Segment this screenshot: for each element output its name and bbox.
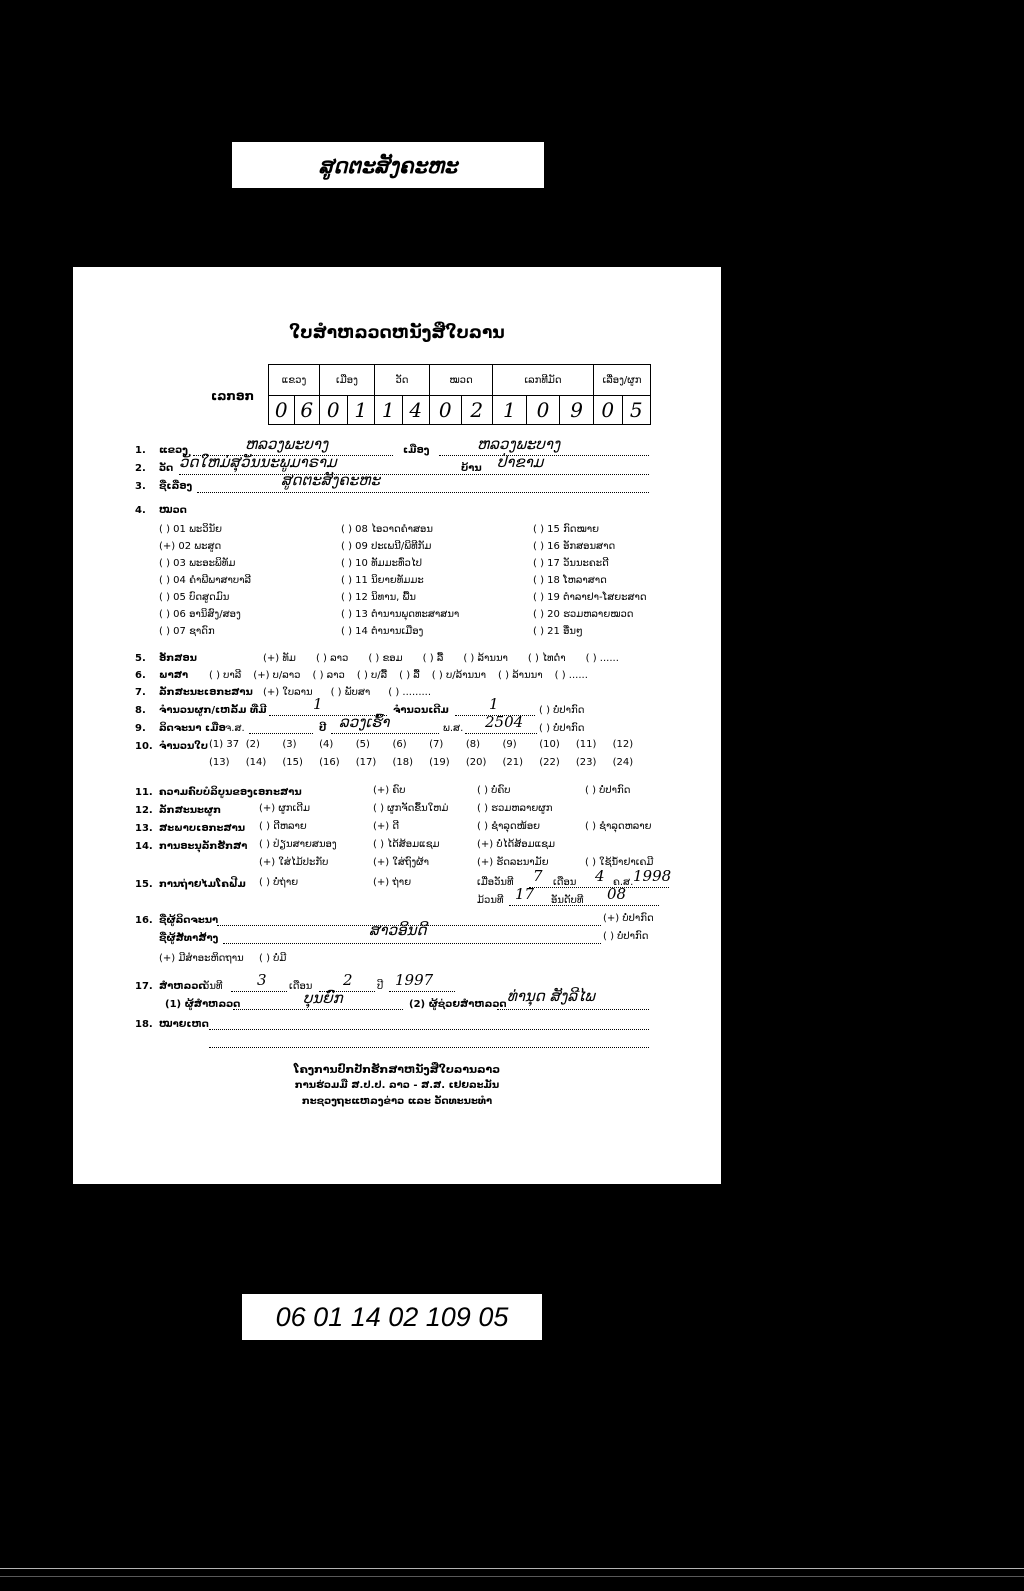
document-title-label: ສູດຕະສັງຄະຫະ <box>232 142 544 188</box>
category-item: ( ) 01 ພະວິນັຍ <box>159 524 223 535</box>
category-item: ( ) 14 ຕຳນານເມືອງ <box>341 626 424 637</box>
leaf-count-label: ຈຳນວນໃບ <box>159 741 209 752</box>
microfilm-option: ( ) ບໍ່ຖ່າຍ <box>259 877 299 888</box>
conservation-option: ( ) ໄດ້ສ້ອມແຊມ <box>373 839 440 850</box>
leaf-cell: (14) <box>245 757 267 768</box>
leaf-cell: (7) <box>429 739 444 750</box>
survey-month-label: ເດືອນ <box>289 981 313 992</box>
conservation-option: (+) ໃສ່ໄມ້ປະກັບ <box>259 857 329 868</box>
province-label: ແຂວງ <box>159 445 188 456</box>
row-number: 6. <box>135 670 146 681</box>
conservation-label: ການອະນຸລັກຮັກສາ <box>159 841 248 852</box>
leaf-cell: (19) <box>429 757 450 768</box>
roll-value: 17 <box>515 885 535 903</box>
original-count-value: 1 <box>489 695 499 713</box>
conservation-option: (+) ບໍ່ໄດ້ສ້ອມແຊມ <box>477 839 556 850</box>
language-label: ພາສາ <box>159 670 189 681</box>
microfilm-label: ການຖ່າຍໄມໂຄຟີມ <box>159 879 246 890</box>
category-item: ( ) 10 ທັມມະທົ່ວໄປ <box>341 558 423 569</box>
donor-value: ສາວອິນດີ <box>369 921 427 939</box>
assistant-value: ທ່ານຸດ ສັງລີໄພ <box>507 987 595 1005</box>
code-digit: 2 <box>461 396 493 425</box>
row-number: 13. <box>135 823 153 834</box>
category-item: ( ) 13 ຕຳນານພຸດທະສາສນາ <box>341 609 460 620</box>
fascicle-type-option: ( ) ຮວມຫລາຍຜູກ <box>477 803 553 814</box>
script-option: ( ) ຂອມ <box>368 653 403 664</box>
not-shown-option: ( ) ບໍ່ປາກົດ <box>603 931 649 942</box>
code-digit: 1 <box>493 396 527 425</box>
scan-edge-line <box>0 1576 1024 1577</box>
code-header: ແຂວງ <box>269 365 320 396</box>
language-option: ( ) ບ/ລື້ <box>356 670 388 681</box>
donor-label: ຊື່ຜູ້ສັທາສ້າງ <box>159 933 219 944</box>
code-header: ເມືອງ <box>320 365 375 396</box>
leaf-count-row-2 <box>209 757 649 768</box>
code-header: ເລກທີມັດ <box>493 365 594 396</box>
dotted-line <box>509 893 659 906</box>
row-number: 8. <box>135 705 146 716</box>
script-option: ( ) ໄທດຳ <box>527 653 566 664</box>
dotted-line <box>249 721 313 734</box>
row-number: 5. <box>135 653 146 664</box>
category-label: ໝວດ <box>159 505 187 516</box>
category-item: ( ) 19 ຕຳລາຢາ-ໂສຍະສາດ <box>533 592 647 603</box>
not-shown-option: ( ) ບໍ່ປາກົດ <box>539 723 585 734</box>
category-item: ( ) 03 ພະອະພິທັມ <box>159 558 236 569</box>
language-option: ( ) ລື້ <box>399 670 420 681</box>
category-item: ( ) 20 ຮວມຫລາຍໝວດ <box>533 609 634 620</box>
completeness-option: ( ) ບໍ່ປາກົດ <box>585 785 631 796</box>
code-table <box>268 364 651 425</box>
category-item: ( ) 21 ອື່ນໆ <box>533 626 583 637</box>
ministry-line: ກະຊວງຖະແຫລງຂ່າວ ແລະ ວັດທະນະທຳ <box>301 1096 493 1107</box>
dotted-line <box>209 1035 649 1048</box>
row-number: 1. <box>135 445 146 456</box>
code-digit: 9 <box>560 396 594 425</box>
leaf-cell: (4) <box>319 739 334 750</box>
not-shown-option: (+) ບໍ່ປາກົດ <box>603 913 654 924</box>
doc-number-label: ເລກອກ <box>211 389 255 403</box>
condition-option: ( ) ຊຳລຸດຫລາຍ <box>585 821 652 832</box>
script-option: ( ) ລາວ <box>315 653 349 664</box>
language-options <box>209 670 588 681</box>
dotted-line <box>529 875 669 888</box>
conservation-option: ( ) ໃຊ້ນ້ຳຢາເຄມີ <box>585 857 654 868</box>
leaf-cell: (15) <box>282 757 303 768</box>
category-col-1 <box>159 521 251 640</box>
title-label: ຊື່ເລື່ອງ <box>159 481 193 492</box>
surveyor-label: (1) ຜູ້ສຳຫລວດ <box>165 999 241 1010</box>
language-option: ( ) ລາວ <box>312 670 345 681</box>
code-digit: 0 <box>269 396 295 425</box>
microfilm-month-label: ເດືອນ <box>553 877 577 888</box>
row-number: 15. <box>135 879 153 890</box>
conservation-option: (+) ຮັດລະນາມັຍ <box>477 857 549 868</box>
script-option: ( ) ລ້ານນາ <box>463 653 508 664</box>
leaf-cell: (8) <box>465 739 480 750</box>
script-option: (+) ທັມ <box>263 653 296 664</box>
microfilm-day: 7 <box>533 867 543 885</box>
fascicle-count-value: 1 <box>313 695 323 713</box>
cooperation-line: ການຮ່ວມມື ສ.ປ.ປ. ລາວ - ສ.ສ. ເຢຍລະມັນ <box>294 1080 500 1091</box>
code-digit: 4 <box>402 396 430 425</box>
microfilm-date-label: ເມື່ອວັນທີ <box>477 877 514 888</box>
row-number: 14. <box>135 841 153 852</box>
leaf-cell: (16) <box>319 757 340 768</box>
leaf-cell: (20) <box>465 757 487 768</box>
completeness-option: ( ) ບໍ່ຄົບ <box>477 785 511 796</box>
survey-year: 1997 <box>395 971 434 989</box>
microfilm-month: 4 <box>595 867 605 885</box>
microfilm-year-label: ຄ.ສ. <box>613 877 634 888</box>
row-number: 3. <box>135 481 146 492</box>
leaf-cell: (1) 37 <box>209 739 240 750</box>
frame-label: ອັນດັບທີ <box>551 895 584 906</box>
script-option: ( ) ລື້ <box>422 653 444 664</box>
code-header: ເລື່ອງ/ຜູກ <box>594 365 651 396</box>
frame-value: 08 <box>607 885 627 903</box>
row-number: 9. <box>135 723 146 734</box>
temple-label: ວັດ <box>159 463 174 474</box>
condition-option: ( ) ຊຳລຸດໜ້ອຍ <box>477 821 541 832</box>
province-value: ຫລວງພະບາງ <box>245 435 329 453</box>
leaf-cell: (18) <box>392 757 413 768</box>
be-value: 2504 <box>485 713 524 731</box>
remarks-label: ໝາຍເຫດ <box>159 1019 209 1030</box>
code-digit: 5 <box>622 396 651 425</box>
category-item: ( ) 12 ນິທານ, ພື້ນ <box>341 592 416 603</box>
village-label: ບ້ານ <box>461 463 482 474</box>
category-item: ( ) 08 ໄອວາດຄຳສອນ <box>341 524 433 535</box>
category-item: ( ) 16 ອັກສອນສາດ <box>533 541 616 552</box>
row-number: 2. <box>135 463 146 474</box>
survey-month: 2 <box>343 971 353 989</box>
row-number: 16. <box>135 915 153 926</box>
script-options <box>263 653 619 664</box>
code-header: ໝວດ <box>430 365 493 396</box>
district-value: ຫລວງພະບາງ <box>477 435 561 453</box>
temple-value: ວັດໃຫມ່ສຸວັນນະພູມາຣາມ <box>179 453 337 471</box>
doc-type-option: ( ) ......... <box>388 687 432 698</box>
survey-form <box>73 267 721 1184</box>
category-item: ( ) 06 ອານິສົງ/ສອງ <box>159 609 241 620</box>
survey-day: 3 <box>257 971 267 989</box>
dotted-line <box>197 480 649 493</box>
leaf-cell: (22) <box>539 757 560 768</box>
row-number: 11. <box>135 787 153 798</box>
code-digit: 1 <box>347 396 375 425</box>
dedication-option: ( ) ບໍ່ມີ <box>259 953 287 964</box>
survey-label: ສຳຫລວດ <box>159 981 206 992</box>
leaf-cell: (10) <box>539 739 560 750</box>
doc-type-label: ລັກສະນະເອກະສານ <box>159 687 253 698</box>
category-item: ( ) 09 ປະເພນີ/ພິທີກັມ <box>341 541 432 552</box>
category-col-2 <box>341 521 459 640</box>
not-shown-option: ( ) ບໍ່ປາກົດ <box>539 705 585 716</box>
row-number: 4. <box>135 505 146 516</box>
year-value: ລວງເຮົ້າ <box>339 713 390 731</box>
leaf-cell: (13) <box>209 757 230 768</box>
leaf-cell: (12) <box>612 739 634 750</box>
survey-day-label: ວັນທີ <box>203 981 223 992</box>
language-option: ( ) ...... <box>554 670 588 681</box>
category-item: ( ) 17 ວັນນະຄະດີ <box>533 558 609 569</box>
category-col-3 <box>533 521 647 640</box>
condition-option: ( ) ດີຫລາຍ <box>259 821 307 832</box>
conservation-option: ( ) ປ່ຽນສາຍສນອງ <box>259 839 337 850</box>
code-digit: 0 <box>594 396 623 425</box>
code-digit: 0 <box>320 396 348 425</box>
dotted-line <box>209 1017 649 1030</box>
leaf-cell: (17) <box>355 757 377 768</box>
row-number: 12. <box>135 805 153 816</box>
survey-year-label: ປີ <box>377 981 384 992</box>
code-digit: 0 <box>430 396 462 425</box>
condition-label: ສະພາບເອກະສານ <box>159 823 246 834</box>
scribe-label: ຊື່ຜູ້ລິດຈະນາ <box>159 915 219 926</box>
doc-type-option: (+) ໃບລານ <box>263 687 313 698</box>
category-item: ( ) 05 ບົດສູດມົນ <box>159 592 230 603</box>
completeness-option: (+) ຄົບ <box>373 785 406 796</box>
district-label: ເມືອງ <box>403 445 430 456</box>
dedication-option: (+) ມີສຳອະຫິດຖານ <box>159 953 244 964</box>
row-number: 10. <box>135 741 153 752</box>
cs-label: ຈ.ສ. <box>225 723 245 734</box>
microfilm-year: 1998 <box>633 867 672 885</box>
microfilm-option: (+) ຖ່າຍ <box>373 877 412 888</box>
category-item: ( ) 18 ໂຫລາສາດ <box>533 575 607 586</box>
condition-option: (+) ດີ <box>373 821 400 832</box>
doc-type-options <box>263 687 431 698</box>
village-value: ປ່າຂາມ <box>497 453 544 471</box>
row-number: 7. <box>135 687 146 698</box>
year-label: ປີ <box>319 723 327 734</box>
inscribed-label: ລິດຈະນາ ເມື່ອ <box>159 723 226 734</box>
manuscript-number: 06 01 14 02 109 05 <box>242 1294 542 1340</box>
form-title: ໃບສຳຫລວດຫນັງສືໃບລານ <box>289 323 505 343</box>
leaf-cell: (21) <box>502 757 524 768</box>
doc-type-option: ( ) ພັບສາ <box>330 687 371 698</box>
language-option: ( ) ບ/ລ້ານນາ <box>431 670 487 681</box>
leaf-cell: (6) <box>392 739 407 750</box>
leaf-cell: (11) <box>575 739 597 750</box>
roll-label: ມ້ວນທີ <box>477 895 504 906</box>
title-value: ສູດຕະສັງຄະຫະ <box>281 471 381 489</box>
leaf-cell: (24) <box>612 757 634 768</box>
category-item: ( ) 07 ຊາດົກ <box>159 626 215 637</box>
script-label: ອັກສອນ <box>159 653 197 664</box>
fascicle-type-option: ( ) ຜູກຈັດຂຶ້ນໃຫມ່ <box>373 803 449 814</box>
conservation-option: (+) ໃສ່ຖົງຜ້າ <box>373 857 429 868</box>
code-header: ວັດ <box>375 365 430 396</box>
row-number: 17. <box>135 981 153 992</box>
language-option: ( ) ລ້ານນາ <box>498 670 543 681</box>
leaf-cell: (23) <box>575 757 597 768</box>
fascicle-count-label: ຈຳນວນຜູກ/ເຫລັ້ມ ທີ່ມີ <box>159 705 267 716</box>
assistant-label: (2) ຜູ້ຊ່ວຍສຳຫລວດ <box>409 999 507 1010</box>
leaf-cell: (3) <box>282 739 297 750</box>
completeness-label: ຄວາມຄົບບໍລິບູນຂອງເອກະສານ <box>159 787 302 798</box>
fascicle-type-label: ລັກສະນະຜູກ <box>159 805 222 816</box>
row-number: 18. <box>135 1019 153 1030</box>
leaf-cell: (9) <box>502 739 517 750</box>
fascicle-type-option: (+) ຜູກເດີມ <box>259 803 310 814</box>
category-item: ( ) 15 ກົດໝາຍ <box>533 524 600 535</box>
language-option: ( ) ບາລີ <box>209 670 242 681</box>
code-digit: 1 <box>375 396 403 425</box>
script-option: ( ) ...... <box>585 653 619 664</box>
leaf-count-row-1 <box>209 739 649 750</box>
be-label: ພ.ສ. <box>443 723 464 734</box>
scan-edge-line <box>0 1568 1024 1569</box>
original-count-label: ຈຳນວນເດີມ <box>393 705 449 716</box>
project-name: ໂຄງການປົກປັກຮັກສາຫນັງສືໃບລານລາວ <box>293 1063 501 1076</box>
code-digit: 6 <box>294 396 320 425</box>
surveyor-value: ບຸນຍົກ <box>303 989 343 1007</box>
leaf-cell: (5) <box>355 739 370 750</box>
dotted-line <box>179 462 649 475</box>
language-option: (+) ບ/ລາວ <box>253 670 301 681</box>
leaf-cell: (2) <box>245 739 260 750</box>
category-item: (+) 02 ພະສູດ <box>159 541 222 552</box>
category-item: ( ) 11 ນິຍາຍທັມມະ <box>341 575 424 586</box>
category-item: ( ) 04 ຄຳພີພາສາບາລີ <box>159 575 252 586</box>
code-digit: 0 <box>526 396 560 425</box>
